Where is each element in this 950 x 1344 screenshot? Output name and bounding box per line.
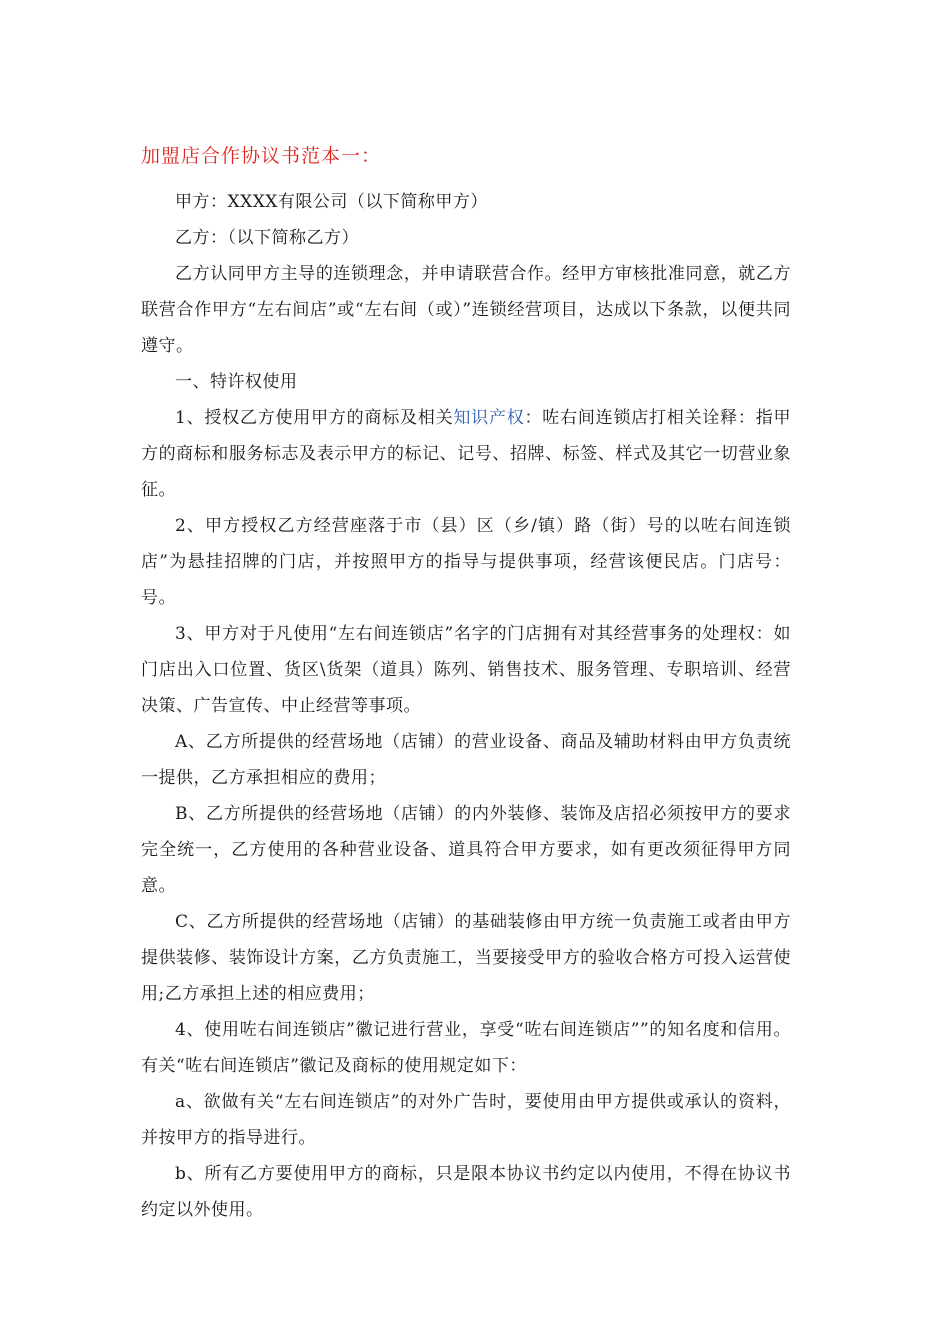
ip-link[interactable]: 知识产权 bbox=[453, 408, 525, 428]
document-title: 加盟店合作协议书范本一： bbox=[141, 145, 382, 167]
clause-a-paragraph: A、乙方所提供的经营场地（店铺）的营业设备、商品及辅助材料由甲方负责统一提供，乙方承担相应的费用； bbox=[141, 732, 791, 788]
clause-4a-paragraph: a、欲做有关“左右间连锁店”的对外广告时，要使用由甲方提供或承认的资料，并按甲方的指导进行。 bbox=[141, 1092, 791, 1148]
clause-b-paragraph: B、乙方所提供的经营场地（店铺）的内外装修、装饰及店招必须按甲方的要求完全统一，乙方使用的各种营业设备、道具符合甲方要求，如有更改须征得甲方同意。 bbox=[141, 804, 791, 896]
party-b-paragraph: 乙方：（以下简称乙方） bbox=[175, 228, 359, 248]
document-body bbox=[141, 184, 791, 1228]
party-a-paragraph: 甲方：XXXX有限公司（以下简称甲方） bbox=[175, 192, 488, 212]
clause-1-paragraph bbox=[141, 400, 791, 508]
clause-1-text-before: 1、授权乙方使用甲方的商标及相关 bbox=[175, 408, 454, 428]
clause-4b-paragraph: b、所有乙方要使用甲方的商标，只是限本协议书约定以内使用，不得在协议书约定以外使用。 bbox=[141, 1164, 791, 1220]
clause-1-text-after: ：咗右间连锁店打相关诠释：指甲方的商标和服务标志及表示甲方的标记、记号、招牌、标签、样式及其它一切营业象征。 bbox=[141, 408, 791, 500]
clause-2-paragraph: 2、甲方授权乙方经营座落于市（县）区（乡/镇）路（街）号的以咗右间连锁店”为悬挂招牌的门店，并按照甲方的指导与提供事项，经营该便民店。门店号：号。 bbox=[141, 516, 791, 608]
section-heading: 一、特许权使用 bbox=[175, 372, 298, 392]
intro-paragraph: 乙方认同甲方主导的连锁理念，并申请联营合作。经甲方审核批准同意，就乙方联营合作甲方“左右间店”或“左右间（或）”连锁经营项目，达成以下条款，以便共同遵守。 bbox=[141, 264, 791, 356]
clause-4-paragraph: 4、使用咗右间连锁店”徽记进行营业，享受“咗右间连锁店””的知名度和信用。有关“咗右间连锁店”徽记及商标的使用规定如下： bbox=[141, 1020, 791, 1076]
clause-3-paragraph: 3、甲方对于凡使用“左右间连锁店”名字的门店拥有对其经营事务的处理权：如门店出入口位置、货区\货架（道具）陈列、销售技术、服务管理、专职培训、经营决策、广告宣传、中止经营等事项。 bbox=[141, 624, 791, 716]
clause-c-paragraph: C、乙方所提供的经营场地（店铺）的基础装修由甲方统一负责施工或者由甲方提供装修、装饰设计方案，乙方负责施工，当要接受甲方的验收合格方可投入运营使用;乙方承担上述的相应费用； bbox=[141, 912, 791, 1004]
